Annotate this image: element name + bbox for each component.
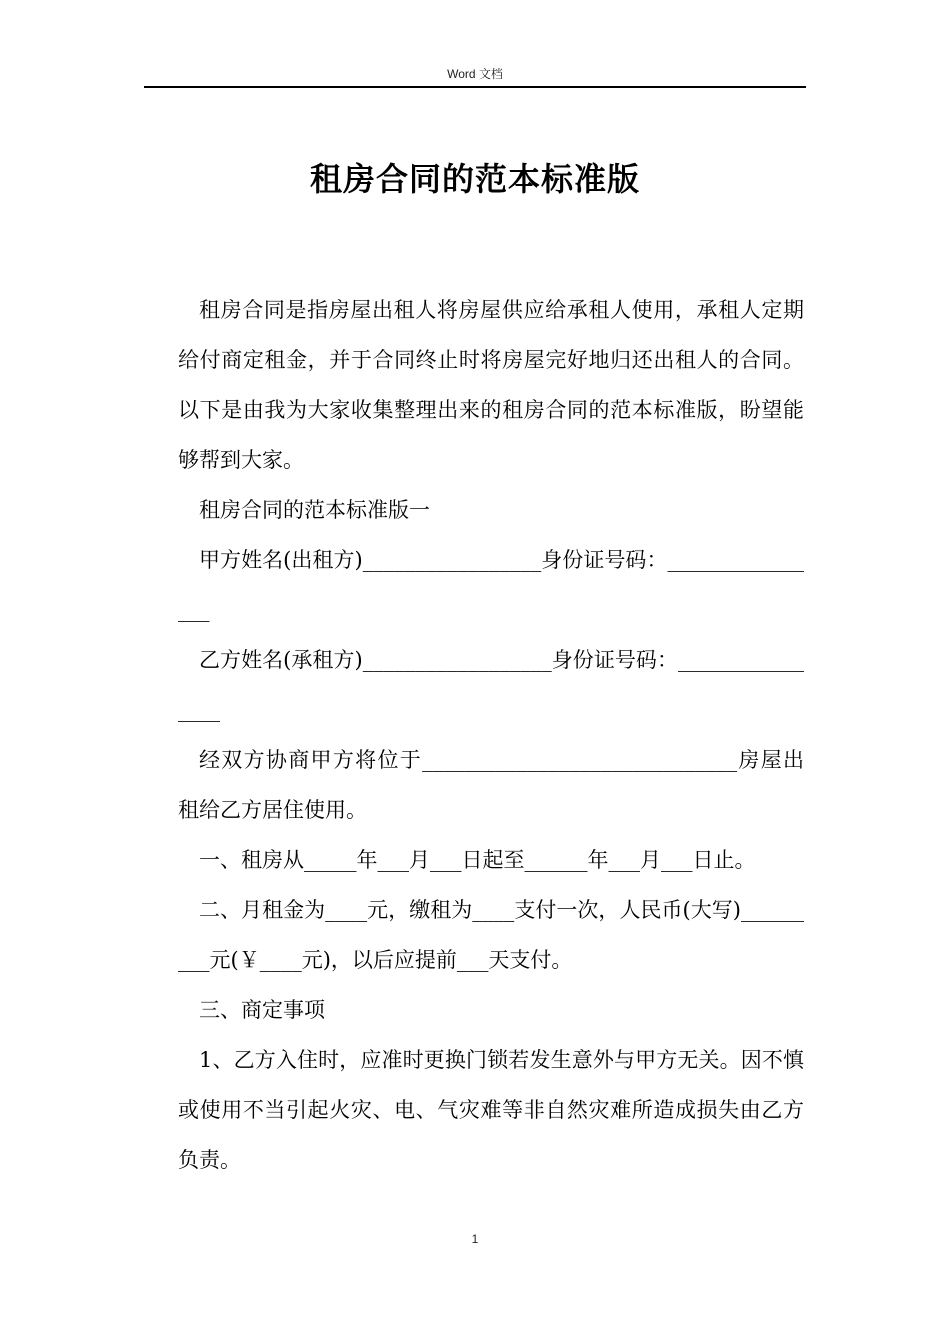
- party-a-line: 甲方姓名(出租方)_________________身份证号码：________________: [178, 548, 804, 622]
- clause-agreed-matters-heading: 三、商定事项: [199, 998, 325, 1022]
- page-header-label: Word 文档: [447, 67, 503, 81]
- document-title: 租房合同的范本标准版: [309, 160, 640, 198]
- document-body: [178, 285, 804, 1185]
- clause-lease-term: 一、租房从_____年___月___日起至______年___月___日止。: [199, 848, 756, 872]
- intro-paragraph: 租房合同是指房屋出租人将房屋供应给承租人使用，承租人定期给付商定租金，并于合同终止时将房屋完好地归还出租人的合同。以下是由我为大家收集整理出来的租房合同的范本标准版，盼望能够帮到大家。: [178, 298, 804, 472]
- header-divider: [144, 86, 806, 88]
- section-heading-version-one: 租房合同的范本标准版一: [199, 498, 430, 522]
- clause-item-1: 1、乙方入住时，应准时更换门锁若发生意外与甲方无关。因不慎或使用不当引起火灾、电、气灾难等非自然灾难所造成损失由乙方负责。: [178, 1048, 804, 1172]
- party-b-line: 乙方姓名(承租方)__________________身份证号码：________________: [178, 648, 804, 722]
- clause-monthly-rent: 二、月租金为____元，缴租为____支付一次，人民币(大写)_________元(￥____元)，以后应提前___天支付。: [178, 898, 804, 972]
- page-number: 1: [471, 1232, 479, 1246]
- property-location-line: 经双方协商甲方将位于______________________________房屋出租给乙方居住使用。: [178, 748, 804, 822]
